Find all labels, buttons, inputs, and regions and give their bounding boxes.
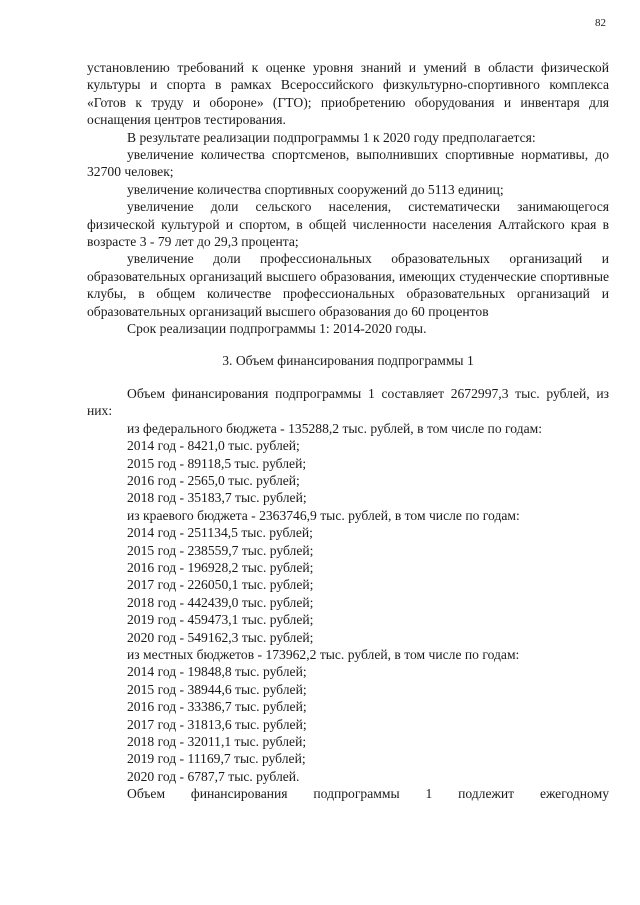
federal-budget-title: из федерального бюджета - 135288,2 тыс. рублей, в том числе по годам: [127,420,542,436]
local-year-row: 2014 год - 19848,8 тыс. рублей; [127,664,307,680]
local-year-row: 2020 год - 6787,7 тыс. рублей. [127,768,300,784]
local-year-row: 2018 год - 32011,1 тыс. рублей; [127,734,307,750]
result-item: увеличение количества спортивных сооружений до 5113 единиц; [127,181,504,197]
local-year-row: 2019 год - 11169,7 тыс. рублей; [127,751,306,767]
regional-budget-title: из краевого бюджета - 2363746,9 тыс. рублей, в том числе по годам: [127,507,520,523]
regional-year-row: 2017 год - 226050,1 тыс. рублей; [127,577,314,593]
result-item: увеличение количества спортсменов, выполнивших спортивные нормативы, до 32700 человек; [87,147,609,180]
local-budget-title: из местных бюджетов - 173962,2 тыс. рублей, в том числе по годам: [127,647,520,662]
regional-year-row: 2015 год - 238559,7 тыс. рублей; [127,542,314,558]
intro-paragraph: установлению требований к оценке уровня знаний и умений в области физической культуры и спорта в рамках Всероссийского физкультурно-спортивного комплекса «Готов к труду и обороне» (ГТО); приобретению оборудования и инвентаря для оснащения центров тестирования. [87,60,609,128]
closing-paragraph-fragment: Объем финансирования подпрограммы 1 подлежит ежегодному [127,786,609,802]
regional-year-row: 2019 год - 459473,1 тыс. рублей; [127,612,314,628]
funding-total: Объем финансирования подпрограммы 1 составляет 2672997,3 тыс. рублей, из них: [87,385,609,419]
result-item: увеличение доли сельского населения, систематически занимающегося физической культурой и спортом, в общей численности населения Алтайского края в возрасте 3 - 79 лет до 29,3 процента; [87,199,609,250]
page-number: 82 [595,17,606,29]
page-content [87,59,609,803]
result-item: увеличение доли профессиональных образовательных организаций и образовательных организаций высшего образования, имеющих студенческие спортивные клубы, в общем количестве профессиональных образовательных организаций и образовательных организаций высшего образования до 60 процентов [87,251,609,319]
regional-year-row: 2020 год - 549162,3 тыс. рублей; [127,629,314,645]
local-year-row: 2016 год - 33386,7 тыс. рублей; [127,699,307,715]
federal-year-row: 2015 год - 89118,5 тыс. рублей; [127,455,307,471]
regional-year-row: 2016 год - 196928,2 тыс. рублей; [127,559,314,575]
local-year-row: 2017 год - 31813,6 тыс. рублей; [127,716,307,732]
results-intro: В результате реализации подпрограммы 1 к 2020 году предполагается: [127,129,536,145]
federal-year-row: 2018 год - 35183,7 тыс. рублей; [127,490,307,506]
federal-year-row: 2016 год - 2565,0 тыс. рублей; [127,472,300,488]
section-heading: 3. Объем финансирования подпрограммы 1 [222,352,474,368]
federal-year-row: 2014 год - 8421,0 тыс. рублей; [127,438,300,454]
regional-year-row: 2018 год - 442439,0 тыс. рублей; [127,594,314,610]
implementation-term: Срок реализации подпрограммы 1: 2014-2020 годы. [127,321,427,337]
local-year-row: 2015 год - 38944,6 тыс. рублей; [127,681,307,697]
regional-year-row: 2014 год - 251134,5 тыс. рублей; [127,525,313,541]
